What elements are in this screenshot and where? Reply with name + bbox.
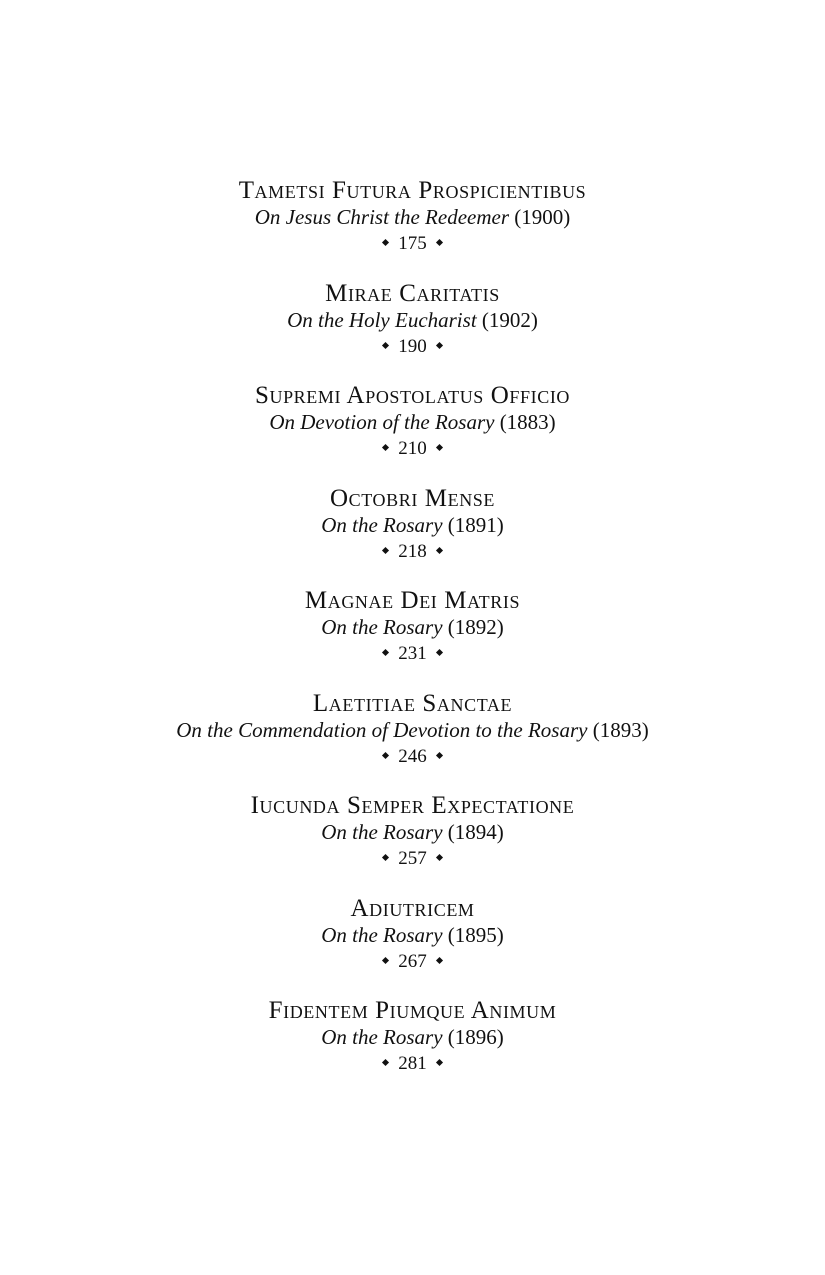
entry-subtitle-line <box>0 1024 825 1050</box>
entry-page-line <box>0 743 825 771</box>
entry-page-number: 246 <box>398 745 427 767</box>
entry-subtitle-line <box>0 614 825 640</box>
entry-title: Fidentem Piumque Animum <box>268 997 557 1024</box>
diamond-bullet-icon <box>382 239 389 246</box>
entry-subtitle: On the Rosary <box>321 1025 443 1049</box>
entry-year: (1893) <box>592 717 649 742</box>
diamond-bullet-icon <box>436 547 443 554</box>
entry-page-number: 190 <box>398 335 427 357</box>
entry-page-number: 231 <box>398 643 427 664</box>
entry-page-number: 210 <box>398 438 427 459</box>
diamond-bullet-icon <box>436 342 443 349</box>
entry-title: Iucunda Semper Expectatione <box>250 792 575 819</box>
diamond-bullet-icon <box>382 649 389 656</box>
entry-subtitle: On Jesus Christ the Redeemer <box>254 205 510 229</box>
toc-entry <box>0 691 825 794</box>
entry-year: (1891) <box>447 512 504 537</box>
toc-entry <box>0 281 825 384</box>
entry-page-number: 257 <box>398 848 427 869</box>
entry-page-line <box>0 1050 825 1078</box>
entry-page-line <box>0 435 825 463</box>
diamond-bullet-icon <box>436 752 443 759</box>
toc-entry <box>0 383 825 486</box>
entry-subtitle-line <box>0 922 825 948</box>
entry-subtitle-line <box>0 512 825 538</box>
entry-year: (1894) <box>447 820 504 844</box>
toc-entry <box>0 793 825 896</box>
entry-subtitle: On the Rosary <box>321 512 443 537</box>
table-of-contents <box>0 178 825 1101</box>
entry-page-number: 218 <box>398 540 427 562</box>
diamond-bullet-icon <box>382 342 389 349</box>
entry-subtitle: On the Rosary <box>321 820 443 844</box>
entry-title: Supremi Apostolatus Officio <box>254 382 571 409</box>
entry-subtitle-line <box>0 204 825 230</box>
diamond-bullet-icon <box>382 957 389 964</box>
entry-page-line <box>0 845 825 873</box>
entry-title: Tametsi Futura Prospicientibus <box>238 177 587 204</box>
diamond-bullet-icon <box>382 547 389 554</box>
entry-page-number: 175 <box>398 233 427 254</box>
entry-year: (1902) <box>481 307 538 332</box>
entry-year: (1895) <box>447 922 504 947</box>
entry-page-line <box>0 640 825 668</box>
entry-year: (1883) <box>499 410 556 434</box>
entry-page-line <box>0 538 825 566</box>
diamond-bullet-icon <box>436 444 443 451</box>
entry-year: (1892) <box>447 615 504 639</box>
entry-page-number: 267 <box>398 950 427 972</box>
diamond-bullet-icon <box>382 854 389 861</box>
entry-subtitle-line <box>0 409 825 435</box>
toc-entry <box>0 998 825 1101</box>
entry-title: Laetitiae Sanctae <box>312 689 513 717</box>
entry-page-line <box>0 948 825 976</box>
toc-entry <box>0 486 825 589</box>
entry-subtitle: On the Rosary <box>321 922 443 947</box>
entry-title: Magnae Dei Matris <box>304 587 521 614</box>
entry-subtitle-line <box>0 819 825 845</box>
entry-subtitle-line <box>0 717 825 743</box>
entry-subtitle: On the Holy Eucharist <box>287 307 477 332</box>
entry-subtitle: On the Rosary <box>321 615 443 639</box>
diamond-bullet-icon <box>382 1059 389 1066</box>
diamond-bullet-icon <box>382 752 389 759</box>
entry-page-line <box>0 333 825 361</box>
diamond-bullet-icon <box>382 444 389 451</box>
entry-subtitle: On the Commendation of Devotion to the Rosary <box>176 717 588 742</box>
toc-entry <box>0 588 825 691</box>
entry-subtitle-line <box>0 307 825 333</box>
entry-title: Octobri Mense <box>329 484 495 512</box>
entry-title: Adiutricem <box>350 894 475 922</box>
entry-page-line <box>0 230 825 258</box>
entry-page-number: 281 <box>398 1053 427 1074</box>
diamond-bullet-icon <box>436 239 443 246</box>
entry-year: (1900) <box>514 205 571 229</box>
entry-year: (1896) <box>447 1025 504 1049</box>
diamond-bullet-icon <box>436 1059 443 1066</box>
toc-entry <box>0 896 825 999</box>
toc-entry <box>0 178 825 281</box>
diamond-bullet-icon <box>436 649 443 656</box>
diamond-bullet-icon <box>436 854 443 861</box>
diamond-bullet-icon <box>436 957 443 964</box>
entry-subtitle: On Devotion of the Rosary <box>269 410 495 434</box>
entry-title: Mirae Caritatis <box>325 279 500 307</box>
